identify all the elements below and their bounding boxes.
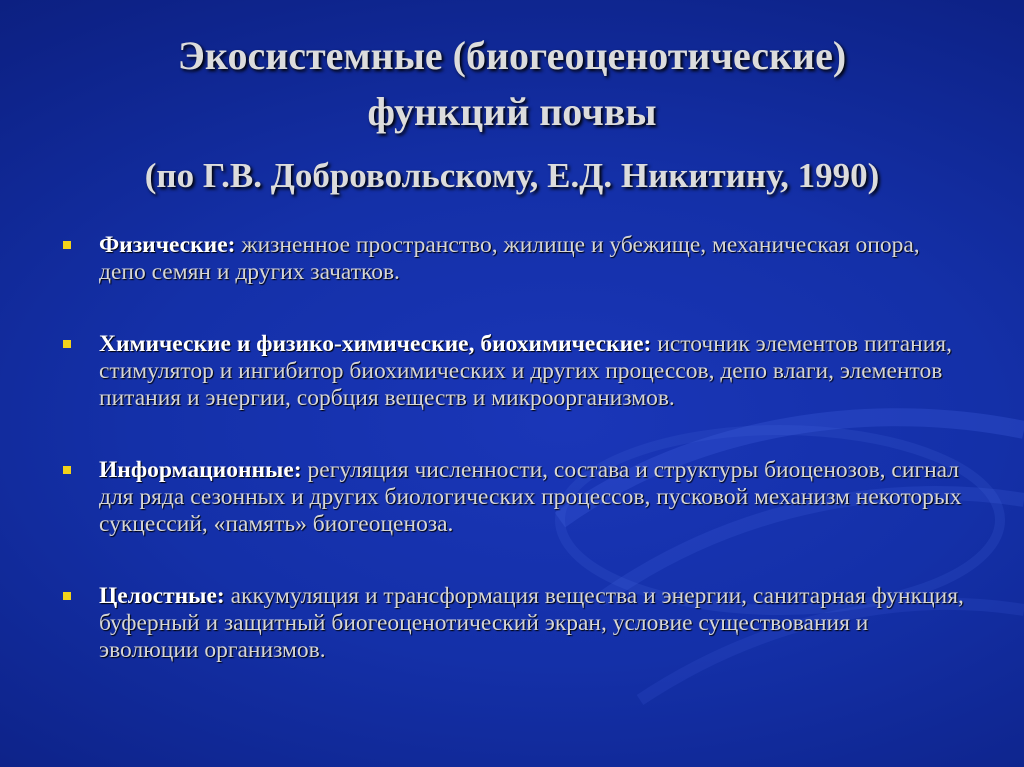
bullet-informational xyxy=(62,457,972,538)
bullet-heading: Физические: xyxy=(99,232,236,258)
square-bullet-icon xyxy=(63,241,71,249)
bullet-heading: Целостные: xyxy=(99,583,225,609)
bullet-heading: Информационные: xyxy=(99,457,302,483)
bullet-text: жизненное пространство, жилище и убежище, механическая опора, депо семян и других зачатков. xyxy=(99,232,920,285)
slide-subtitle-authors: (по Г.В. Добровольскому, Е.Д. Никитину, 1990) xyxy=(144,156,880,195)
bullet-text: регуляция численности, состава и структуры биоценозов, сигнал для ряда сезонных и других биологических процессов, пусковой механизм некоторых сукцессий, «память» биогеоценоза. xyxy=(99,457,962,537)
bullet-chemical xyxy=(62,331,972,412)
square-bullet-icon xyxy=(63,592,71,600)
bullet-text: аккумуляция и трансформация вещества и энергии, санитарная функция, буферный и защитный биогеоценотический экран, условие существования и эволюции организмов. xyxy=(99,583,964,663)
square-bullet-icon xyxy=(63,466,71,474)
bullet-physical xyxy=(62,232,972,286)
bullet-heading: Химические и физико-химические, биохимические: xyxy=(99,331,652,357)
slide-title-line-1: Экосистемные (биогеоценотические) xyxy=(177,33,847,78)
bullet-text: источник элементов питания, стимулятор и ингибитор биохимических и других процессов, депо влаги, элементов питания и энергии, сорбция веществ и микроорганизмов. xyxy=(99,331,952,411)
bullet-list xyxy=(62,232,972,664)
bullet-integral xyxy=(62,583,972,664)
slide-title-line-2: функций почвы xyxy=(367,89,657,134)
square-bullet-icon xyxy=(63,340,71,348)
